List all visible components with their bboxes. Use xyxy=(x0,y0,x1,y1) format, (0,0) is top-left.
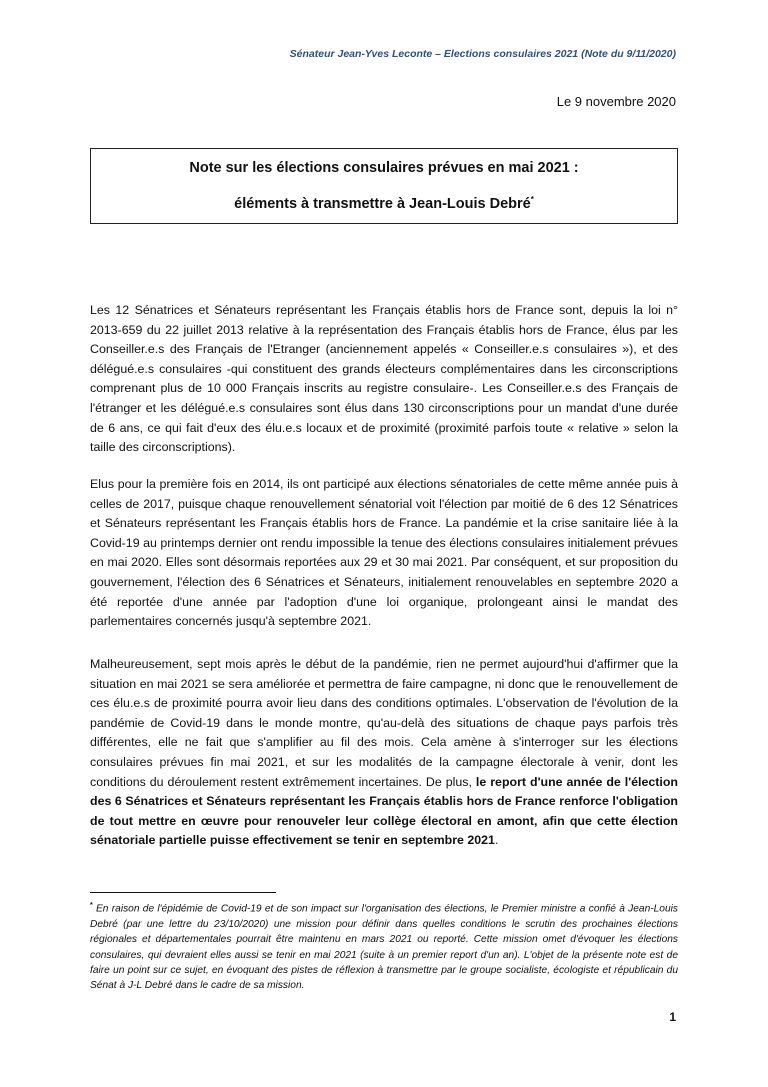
paragraph-2 xyxy=(90,475,678,632)
paragraph-1-text: Les 12 Sénatrices et Sénateurs représentant les Français établis hors de France sont, depuis la loi n° 2013-659 du 22 juillet 2013 relative à la représentation des Français établis hors de France, élus par les Conseiller.e.s des Français de l'Etranger (anciennement appelés « Conseiller.e.s consulaires »), et des délégué.e.s consulaires -qui constituent des grands électeurs complémentaires dans les circonscriptions comprenant plus de 10 000 Français inscrits au registre consulaire-. Les Conseiller.e.s des Français de l'étranger et les délégué.e.s consulaires sont élus dans 130 circonscriptions pour un mandat d'une durée de 6 ans, ce qui fait d'eux des élu.e.s locaux et de proximité (proximité parfois toute « relative » selon la taille des circonscriptions). xyxy=(90,303,678,455)
footnote-separator xyxy=(90,892,276,893)
paragraph-3-text xyxy=(90,655,678,851)
footnote xyxy=(90,898,678,994)
title-box xyxy=(90,148,678,224)
footnote-reference: * xyxy=(530,195,534,204)
paragraph-3-bold: le report d'une année de l'élection des 6 Sénatrices et Sénateurs représentant les Français établis hors de France renforce l'obligation de tout mettre en œuvre pour renouveler leur collège électoral en amont, afin que cette élection sénatoriale partielle puisse effectivement se tenir en septembre 2021 xyxy=(90,774,678,848)
paragraph-2-text: Elus pour la première fois en 2014, ils ont participé aux élections sénatoriales de cette même année puis à celles de 2017, puisque chaque renouvellement sénatorial voit l'élection par moitié de 6 des 12 Sénatrices et Sénateurs représentant les Français établis hors de France. La pandémie et la crise sanitaire liée à la Covid-19 au printemps dernier ont rendu impossible la tenue des élections consulaires initialement prévues en mai 2020. Elles sont désormais reportées aux 29 et 30 mai 2021. Par conséquent, et sur proposition du gouvernement, l'élection des 6 Sénatrices et Sénateurs, initialement renouvelables en septembre 2020 a été reportée d'une année par l'adoption d'une loi organique, prolongeant ainsi le mandat des parlementaires concernés jusqu'à septembre 2021. xyxy=(90,477,678,629)
title-line-2-text: éléments à transmettre à Jean-Louis Debré xyxy=(234,195,531,212)
page-number: 1 xyxy=(669,1010,676,1024)
paragraph-3-normal: Malheureusement, sept mois après le début de la pandémie, rien ne permet aujourd'hui d'affirmer que la situation en mai 2021 se sera améliorée et permettra de faire campagne, ni donc que le renouvellement de ces élu.e.s de proximité pourra avoir lieu dans des conditions optimales. L'observation de l'évolution de la pandémie de Covid-19 dans le monde montre, qu'au-delà des situations de chaque pays parfois très différentes, elle ne fait que s'amplifier au fil des mois. Cela amène à s'interroger sur les élections consulaires prévues fin mai 2021, et sur les modalités de la campagne électorale à venir, dont les conditions du déroulement restent extrêmement incertaines. De plus, xyxy=(90,657,678,789)
footnote-text: En raison de l'épidémie de Covid-19 et de son impact sur l'organisation des élections, le Premier ministre a confié à Jean-Louis Debré (par une lettre du 23/10/2020) une mission pour définir dans quelles conditions le scrutin des prochaines élections régionales et départementales pourrait être maintenu en mars 2021 ou reporté. Cette mission omet d'évoquer les élections consulaires, qui devraient elles aussi se tenir en mai 2021 (suite à un premier report d'un an). L'objet de la présente note est de faire un point sur ce sujet, en évoquant des pistes de réflexion à transmettre par le groupe socialiste, écologiste et républicain du Sénat à J-L Debré dans le cadre de sa mission. xyxy=(90,903,678,992)
paragraph-3-end: . xyxy=(494,833,499,848)
paragraph-1 xyxy=(90,301,678,458)
title-line-2 xyxy=(91,195,677,212)
running-header: Sénateur Jean-Yves Leconte – Elections consulaires 2021 (Note du 9/11/2020) xyxy=(289,48,676,60)
document-date: Le 9 novembre 2020 xyxy=(556,94,676,109)
title-line-1: Note sur les élections consulaires prévues en mai 2021 : xyxy=(189,160,579,176)
paragraph-3 xyxy=(90,655,678,851)
footnote-mark: * xyxy=(90,902,93,909)
